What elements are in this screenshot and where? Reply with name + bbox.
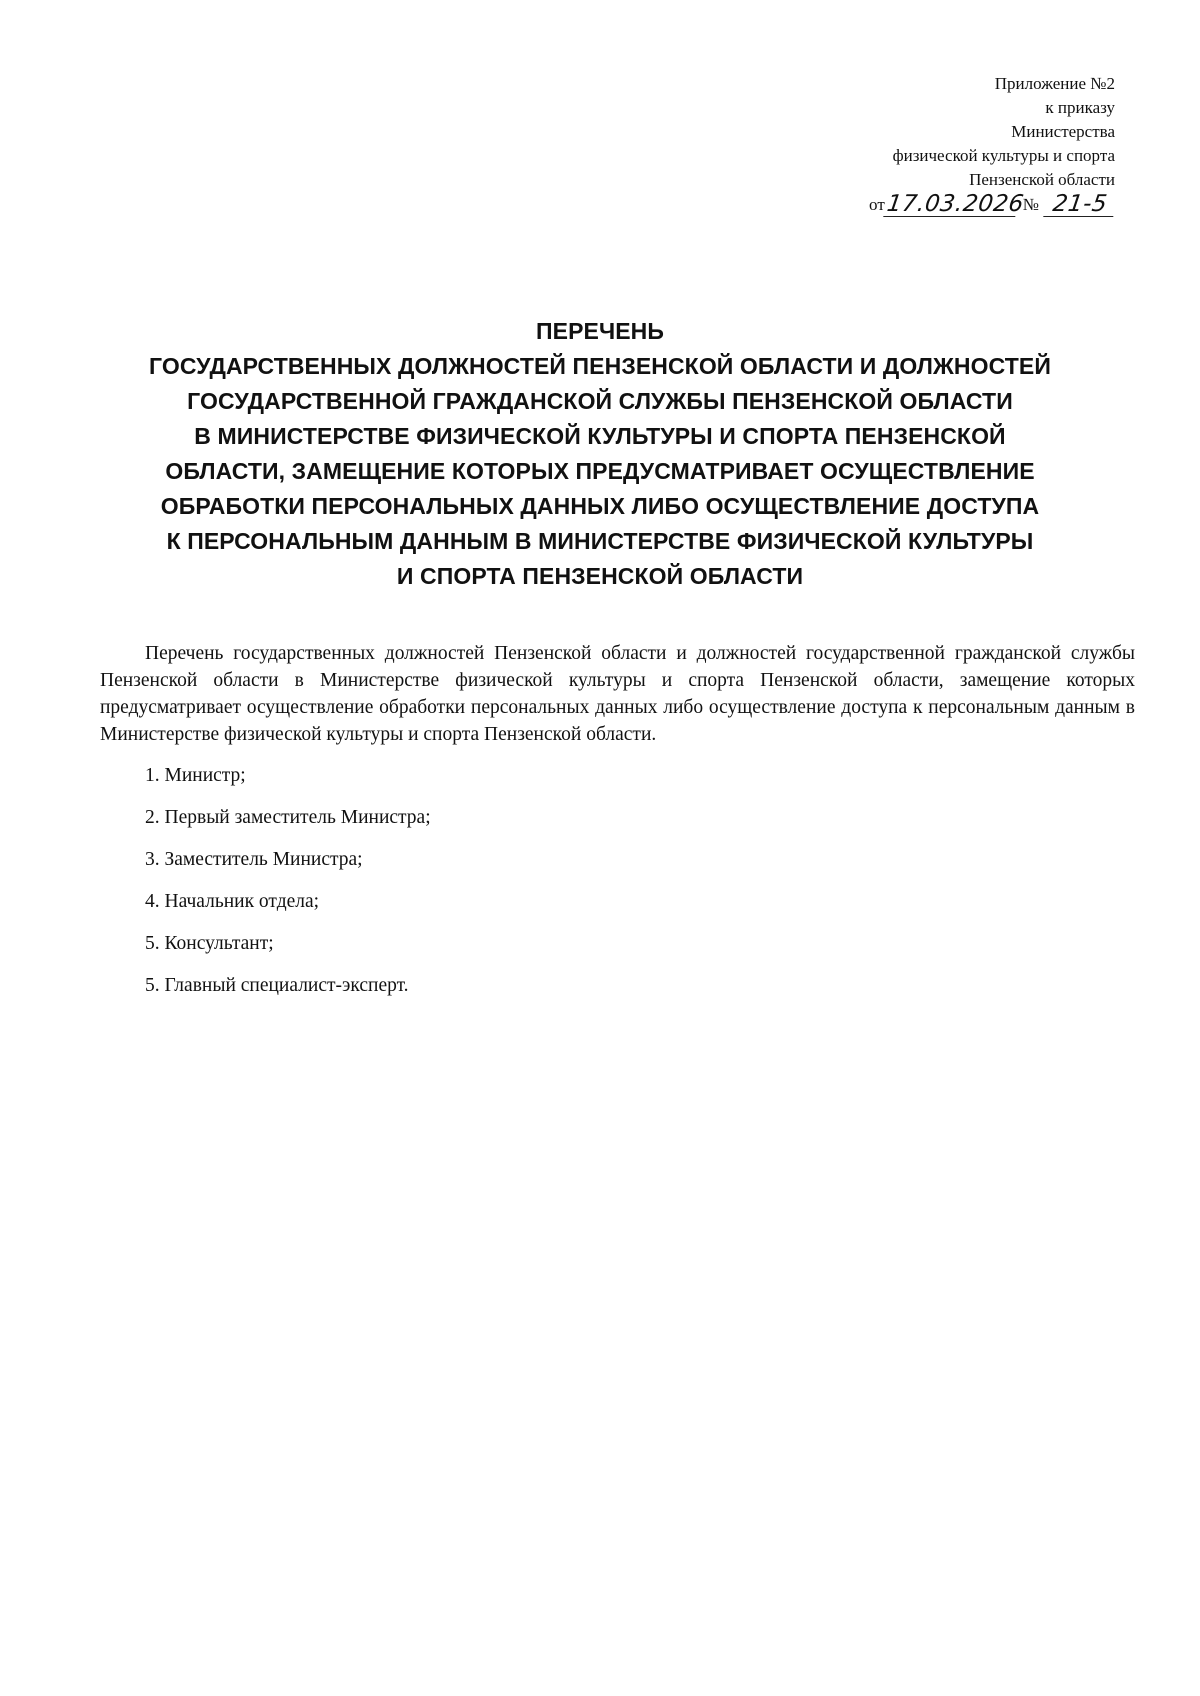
appendix-header [695, 72, 1115, 217]
title-line: ПЕРЕЧЕНЬ [536, 318, 664, 344]
list-item: 5. Главный специалист-эксперт. [145, 975, 409, 996]
intro-paragraph: Перечень государственных должностей Пензенской области и должностей государственной гражданской службы Пензенской области в Министерстве физической культуры и спорта Пензенской области, замещение которых предусматривает осуществление обработки персональных данных либо осуществление доступа к персональным данным в Министерстве физической культуры и спорта Пензенской области. [100, 643, 1135, 745]
order-reference: к приказу [1045, 98, 1115, 117]
order-date-line [695, 192, 1115, 217]
title-line: ОБРАБОТКИ ПЕРСОНАЛЬНЫХ ДАННЫХ ЛИБО ОСУЩЕСТВЛЕНИЕ ДОСТУПА [160, 493, 1040, 519]
document-title [0, 314, 1200, 594]
list-item: 1. Министр; [145, 765, 246, 786]
list-item: 4. Начальник отдела; [145, 891, 320, 912]
title-line: ОБЛАСТИ, ЗАМЕЩЕНИЕ КОТОРЫХ ПРЕДУСМАТРИВАЕТ ОСУЩЕСТВЛЕНИЕ [165, 458, 1035, 484]
list-item: 5. Консультант; [145, 933, 274, 954]
document-body [100, 640, 1135, 1014]
region-label: Пензенской области [969, 170, 1115, 189]
handwritten-date: 17.03.2026 [885, 191, 1026, 217]
title-line: К ПЕРСОНАЛЬНЫМ ДАННЫМ В МИНИСТЕРСТВЕ ФИЗИЧЕСКОЙ КУЛЬТУРЫ [166, 528, 1034, 554]
title-line: В МИНИСТЕРСТВЕ ФИЗИЧЕСКОЙ КУЛЬТУРЫ И СПОРТА ПЕНЗЕНСКОЙ [194, 423, 1006, 449]
title-line: И СПОРТА ПЕНЗЕНСКОЙ ОБЛАСТИ [396, 563, 804, 589]
handwritten-order-number: 21-5 [1043, 192, 1117, 217]
ministry-label: Министерства [1011, 122, 1115, 141]
list-item: 3. Заместитель Министра; [145, 849, 363, 870]
positions-list [100, 762, 1135, 1000]
title-line: ГОСУДАРСТВЕННЫХ ДОЛЖНОСТЕЙ ПЕНЗЕНСКОЙ ОБЛАСТИ И ДОЛЖНОСТЕЙ [149, 353, 1051, 379]
list-item: 2. Первый заместитель Министра; [145, 807, 431, 828]
appendix-number: Приложение №2 [994, 74, 1115, 93]
title-line: ГОСУДАРСТВЕННОЙ ГРАЖДАНСКОЙ СЛУЖБЫ ПЕНЗЕНСКОЙ ОБЛАСТИ [187, 388, 1013, 414]
ministry-full-name: физической культуры и спорта [892, 146, 1115, 165]
date-prefix: от [869, 195, 885, 214]
number-sign: № [1022, 195, 1039, 214]
